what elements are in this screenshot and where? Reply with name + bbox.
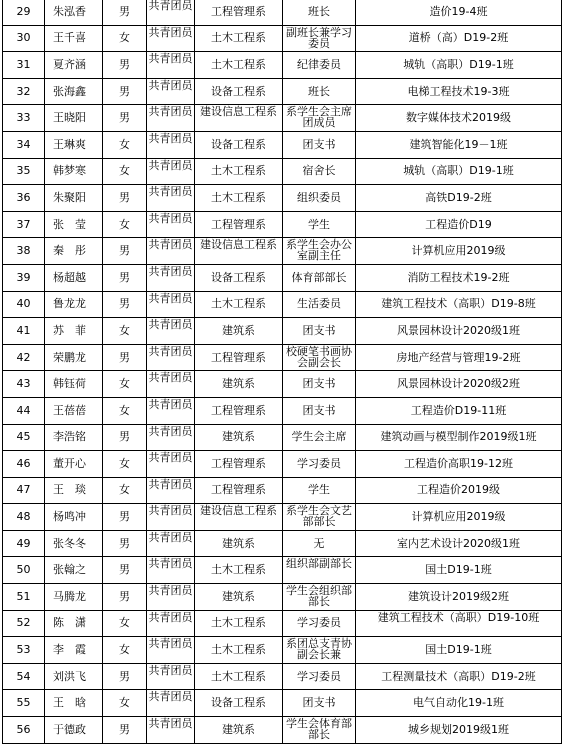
member-politics: 共青团员 <box>147 451 195 478</box>
member-role: 学习委员 <box>283 610 356 637</box>
member-name: 朱聚阳 <box>45 185 103 212</box>
table-row <box>3 504 562 531</box>
member-department: 建筑系 <box>195 530 283 557</box>
member-politics: 共青团员 <box>147 344 195 371</box>
member-department: 土木工程系 <box>195 291 283 318</box>
member-name: 于德政 <box>45 717 103 744</box>
row-number: 30 <box>3 25 45 52</box>
member-gender: 男 <box>103 78 147 105</box>
member-role: 宿舍长 <box>283 158 356 185</box>
member-gender: 男 <box>103 0 147 25</box>
table-row <box>3 264 562 291</box>
member-class: 风景园林设计2020级2班 <box>356 371 562 398</box>
member-gender: 男 <box>103 717 147 744</box>
member-politics: 共青团员 <box>147 25 195 52</box>
member-role: 系学生会办公室副主任 <box>283 238 356 265</box>
member-gender: 女 <box>103 158 147 185</box>
member-role: 团支书 <box>283 131 356 158</box>
member-politics: 共青团员 <box>147 584 195 611</box>
member-name: 王千喜 <box>45 25 103 52</box>
member-class: 建筑动画与模型制作2019级1班 <box>356 424 562 451</box>
member-gender: 女 <box>103 477 147 504</box>
member-class: 城乡规划2019级1班 <box>356 717 562 744</box>
member-class: 城轨（高职）D19-1班 <box>356 52 562 79</box>
member-role: 班长 <box>283 0 356 25</box>
table-row <box>3 318 562 345</box>
member-name: 杨鸣冲 <box>45 504 103 531</box>
member-politics: 共青团员 <box>147 264 195 291</box>
member-politics: 共青团员 <box>147 690 195 717</box>
member-class: 建筑工程技术（高职）D19-8班 <box>356 291 562 318</box>
member-politics: 共青团员 <box>147 105 195 132</box>
member-name: 杨超越 <box>45 264 103 291</box>
member-politics: 共青团员 <box>147 211 195 238</box>
table-row <box>3 0 562 25</box>
member-department: 建设信息工程系 <box>195 504 283 531</box>
member-department: 设备工程系 <box>195 131 283 158</box>
member-department: 土木工程系 <box>195 185 283 212</box>
member-role: 系团总支青协副会长兼 <box>283 637 356 664</box>
member-gender: 男 <box>103 264 147 291</box>
row-number: 38 <box>3 238 45 265</box>
member-role: 团支书 <box>283 318 356 345</box>
member-class: 道桥（高）D19-2班 <box>356 25 562 52</box>
member-politics: 共青团员 <box>147 504 195 531</box>
row-number: 40 <box>3 291 45 318</box>
row-number: 46 <box>3 451 45 478</box>
member-gender: 男 <box>103 424 147 451</box>
member-politics: 共青团员 <box>147 0 195 25</box>
table-row <box>3 477 562 504</box>
member-department: 建筑系 <box>195 371 283 398</box>
member-department: 建设信息工程系 <box>195 105 283 132</box>
member-department: 土木工程系 <box>195 158 283 185</box>
table-row <box>3 52 562 79</box>
member-department: 工程管理系 <box>195 477 283 504</box>
row-number: 36 <box>3 185 45 212</box>
member-department: 建筑系 <box>195 424 283 451</box>
member-name: 王蓓蓓 <box>45 397 103 424</box>
table-row <box>3 663 562 690</box>
member-role: 学生会组织部部长 <box>283 584 356 611</box>
table-row <box>3 637 562 664</box>
member-gender: 男 <box>103 663 147 690</box>
member-politics: 共青团员 <box>147 78 195 105</box>
member-role: 纪律委员 <box>283 52 356 79</box>
member-gender: 女 <box>103 25 147 52</box>
member-gender: 女 <box>103 637 147 664</box>
member-gender: 女 <box>103 690 147 717</box>
member-name: 李浩铭 <box>45 424 103 451</box>
member-gender: 女 <box>103 610 147 637</box>
member-name: 董开心 <box>45 451 103 478</box>
table-row <box>3 25 562 52</box>
member-department: 土木工程系 <box>195 663 283 690</box>
member-class: 数字媒体技术2019级 <box>356 105 562 132</box>
row-number: 43 <box>3 371 45 398</box>
member-class: 电梯工程技术19-3班 <box>356 78 562 105</box>
member-politics: 共青团员 <box>147 530 195 557</box>
table-row <box>3 238 562 265</box>
table-row <box>3 344 562 371</box>
table-row <box>3 424 562 451</box>
table-row <box>3 158 562 185</box>
member-class: 工程造价D19 <box>356 211 562 238</box>
member-role: 组织部副部长 <box>283 557 356 584</box>
member-politics: 共青团员 <box>147 424 195 451</box>
row-number: 34 <box>3 131 45 158</box>
member-class: 房地产经营与管理19-2班 <box>356 344 562 371</box>
table-row <box>3 717 562 744</box>
member-role: 团支书 <box>283 397 356 424</box>
table-row <box>3 131 562 158</box>
member-role: 学习委员 <box>283 663 356 690</box>
member-class: 造价19-4班 <box>356 0 562 25</box>
table-row <box>3 557 562 584</box>
member-gender: 女 <box>103 371 147 398</box>
member-role: 团支书 <box>283 371 356 398</box>
member-gender: 女 <box>103 397 147 424</box>
member-name: 韩梦寒 <box>45 158 103 185</box>
member-class: 工程造价2019级 <box>356 477 562 504</box>
table-row <box>3 211 562 238</box>
member-department: 设备工程系 <box>195 78 283 105</box>
member-department: 设备工程系 <box>195 690 283 717</box>
row-number: 55 <box>3 690 45 717</box>
table-row <box>3 185 562 212</box>
table-row <box>3 397 562 424</box>
member-role: 学生 <box>283 211 356 238</box>
member-politics: 共青团员 <box>147 291 195 318</box>
member-department: 建筑系 <box>195 318 283 345</box>
member-gender: 男 <box>103 52 147 79</box>
member-name: 王 琰 <box>45 477 103 504</box>
row-number: 44 <box>3 397 45 424</box>
member-name: 王琳爽 <box>45 131 103 158</box>
member-name: 马腾龙 <box>45 584 103 611</box>
member-class: 计算机应用2019级 <box>356 504 562 531</box>
member-gender: 男 <box>103 185 147 212</box>
member-name: 荣鹏龙 <box>45 344 103 371</box>
member-class: 计算机应用2019级 <box>356 238 562 265</box>
member-class: 城轨（高职）D19-1班 <box>356 158 562 185</box>
row-number: 32 <box>3 78 45 105</box>
member-name: 张 莹 <box>45 211 103 238</box>
member-role: 学习委员 <box>283 451 356 478</box>
member-role: 生活委员 <box>283 291 356 318</box>
roster-table <box>2 0 562 744</box>
member-politics: 共青团员 <box>147 158 195 185</box>
member-department: 工程管理系 <box>195 397 283 424</box>
row-number: 31 <box>3 52 45 79</box>
row-number: 49 <box>3 530 45 557</box>
table-row <box>3 105 562 132</box>
member-name: 刘洪飞 <box>45 663 103 690</box>
member-politics: 共青团员 <box>147 717 195 744</box>
row-number: 37 <box>3 211 45 238</box>
member-politics: 共青团员 <box>147 557 195 584</box>
table-row <box>3 584 562 611</box>
member-class: 国土D19-1班 <box>356 557 562 584</box>
member-role: 校硬笔书画协会副会长 <box>283 344 356 371</box>
member-name: 王晓阳 <box>45 105 103 132</box>
member-class: 电气自动化19-1班 <box>356 690 562 717</box>
member-department: 工程管理系 <box>195 0 283 25</box>
member-role: 学生会体育部部长 <box>283 717 356 744</box>
member-class: 室内艺术设计2020级1班 <box>356 530 562 557</box>
member-gender: 男 <box>103 504 147 531</box>
member-department: 土木工程系 <box>195 610 283 637</box>
table-row <box>3 371 562 398</box>
member-department: 工程管理系 <box>195 451 283 478</box>
member-class: 风景园林设计2020级1班 <box>356 318 562 345</box>
member-gender: 男 <box>103 530 147 557</box>
member-name: 张翰之 <box>45 557 103 584</box>
row-number: 53 <box>3 637 45 664</box>
row-number: 35 <box>3 158 45 185</box>
member-class: 工程造价D19-11班 <box>356 397 562 424</box>
member-class: 工程测量技术（高职）D19-2班 <box>356 663 562 690</box>
member-department: 建设信息工程系 <box>195 238 283 265</box>
member-department: 工程管理系 <box>195 211 283 238</box>
member-role: 组织委员 <box>283 185 356 212</box>
row-number: 47 <box>3 477 45 504</box>
member-class: 高铁D19-2班 <box>356 185 562 212</box>
member-name: 韩钰荷 <box>45 371 103 398</box>
member-role: 班长 <box>283 78 356 105</box>
member-politics: 共青团员 <box>147 663 195 690</box>
member-class: 建筑设计2019级2班 <box>356 584 562 611</box>
row-number: 56 <box>3 717 45 744</box>
row-number: 39 <box>3 264 45 291</box>
member-gender: 女 <box>103 211 147 238</box>
member-name: 张海鑫 <box>45 78 103 105</box>
member-gender: 女 <box>103 131 147 158</box>
member-name: 鲁龙龙 <box>45 291 103 318</box>
member-politics: 共青团员 <box>147 397 195 424</box>
row-number: 42 <box>3 344 45 371</box>
member-role: 学生会主席 <box>283 424 356 451</box>
member-name: 李 霞 <box>45 637 103 664</box>
member-gender: 男 <box>103 344 147 371</box>
row-number: 51 <box>3 584 45 611</box>
row-number: 48 <box>3 504 45 531</box>
member-name: 秦 彤 <box>45 238 103 265</box>
table-row <box>3 451 562 478</box>
row-number: 54 <box>3 663 45 690</box>
member-name: 陈 潇 <box>45 610 103 637</box>
member-department: 土木工程系 <box>195 25 283 52</box>
member-class: 国土D19-1班 <box>356 637 562 664</box>
member-politics: 共青团员 <box>147 52 195 79</box>
row-number: 29 <box>3 0 45 25</box>
member-department: 工程管理系 <box>195 344 283 371</box>
member-role: 体育部部长 <box>283 264 356 291</box>
member-politics: 共青团员 <box>147 637 195 664</box>
member-gender: 男 <box>103 105 147 132</box>
member-gender: 女 <box>103 318 147 345</box>
member-class: 消防工程技术19-2班 <box>356 264 562 291</box>
table-row <box>3 610 562 637</box>
row-number: 41 <box>3 318 45 345</box>
member-role: 无 <box>283 530 356 557</box>
member-name: 夏齐涵 <box>45 52 103 79</box>
member-class: 工程造价高职19-12班 <box>356 451 562 478</box>
member-name: 王 晗 <box>45 690 103 717</box>
member-politics: 共青团员 <box>147 610 195 637</box>
member-gender: 男 <box>103 584 147 611</box>
row-number: 45 <box>3 424 45 451</box>
member-department: 土木工程系 <box>195 52 283 79</box>
member-name: 苏 菲 <box>45 318 103 345</box>
member-role: 学生 <box>283 477 356 504</box>
member-department: 建筑系 <box>195 717 283 744</box>
member-gender: 男 <box>103 291 147 318</box>
member-department: 土木工程系 <box>195 637 283 664</box>
row-number: 33 <box>3 105 45 132</box>
row-number: 50 <box>3 557 45 584</box>
member-politics: 共青团员 <box>147 238 195 265</box>
table-row <box>3 530 562 557</box>
member-role: 副班长兼学习委员 <box>283 25 356 52</box>
member-role: 系学生会主席团成员 <box>283 105 356 132</box>
member-role: 系学生会文艺部部长 <box>283 504 356 531</box>
member-gender: 男 <box>103 557 147 584</box>
member-role: 团支书 <box>283 690 356 717</box>
member-politics: 共青团员 <box>147 371 195 398</box>
member-gender: 女 <box>103 451 147 478</box>
member-name: 朱泓香 <box>45 0 103 25</box>
member-department: 设备工程系 <box>195 264 283 291</box>
table-row <box>3 78 562 105</box>
member-politics: 共青团员 <box>147 477 195 504</box>
member-politics: 共青团员 <box>147 185 195 212</box>
member-department: 土木工程系 <box>195 557 283 584</box>
member-class: 建筑智能化19－1班 <box>356 131 562 158</box>
member-gender: 男 <box>103 238 147 265</box>
member-politics: 共青团员 <box>147 318 195 345</box>
member-department: 建筑系 <box>195 584 283 611</box>
member-name: 张冬冬 <box>45 530 103 557</box>
table-row <box>3 291 562 318</box>
roster-body <box>3 0 562 743</box>
member-politics: 共青团员 <box>147 131 195 158</box>
member-class: 建筑工程技术（高职）D19-10班 <box>356 610 562 637</box>
row-number: 52 <box>3 610 45 637</box>
